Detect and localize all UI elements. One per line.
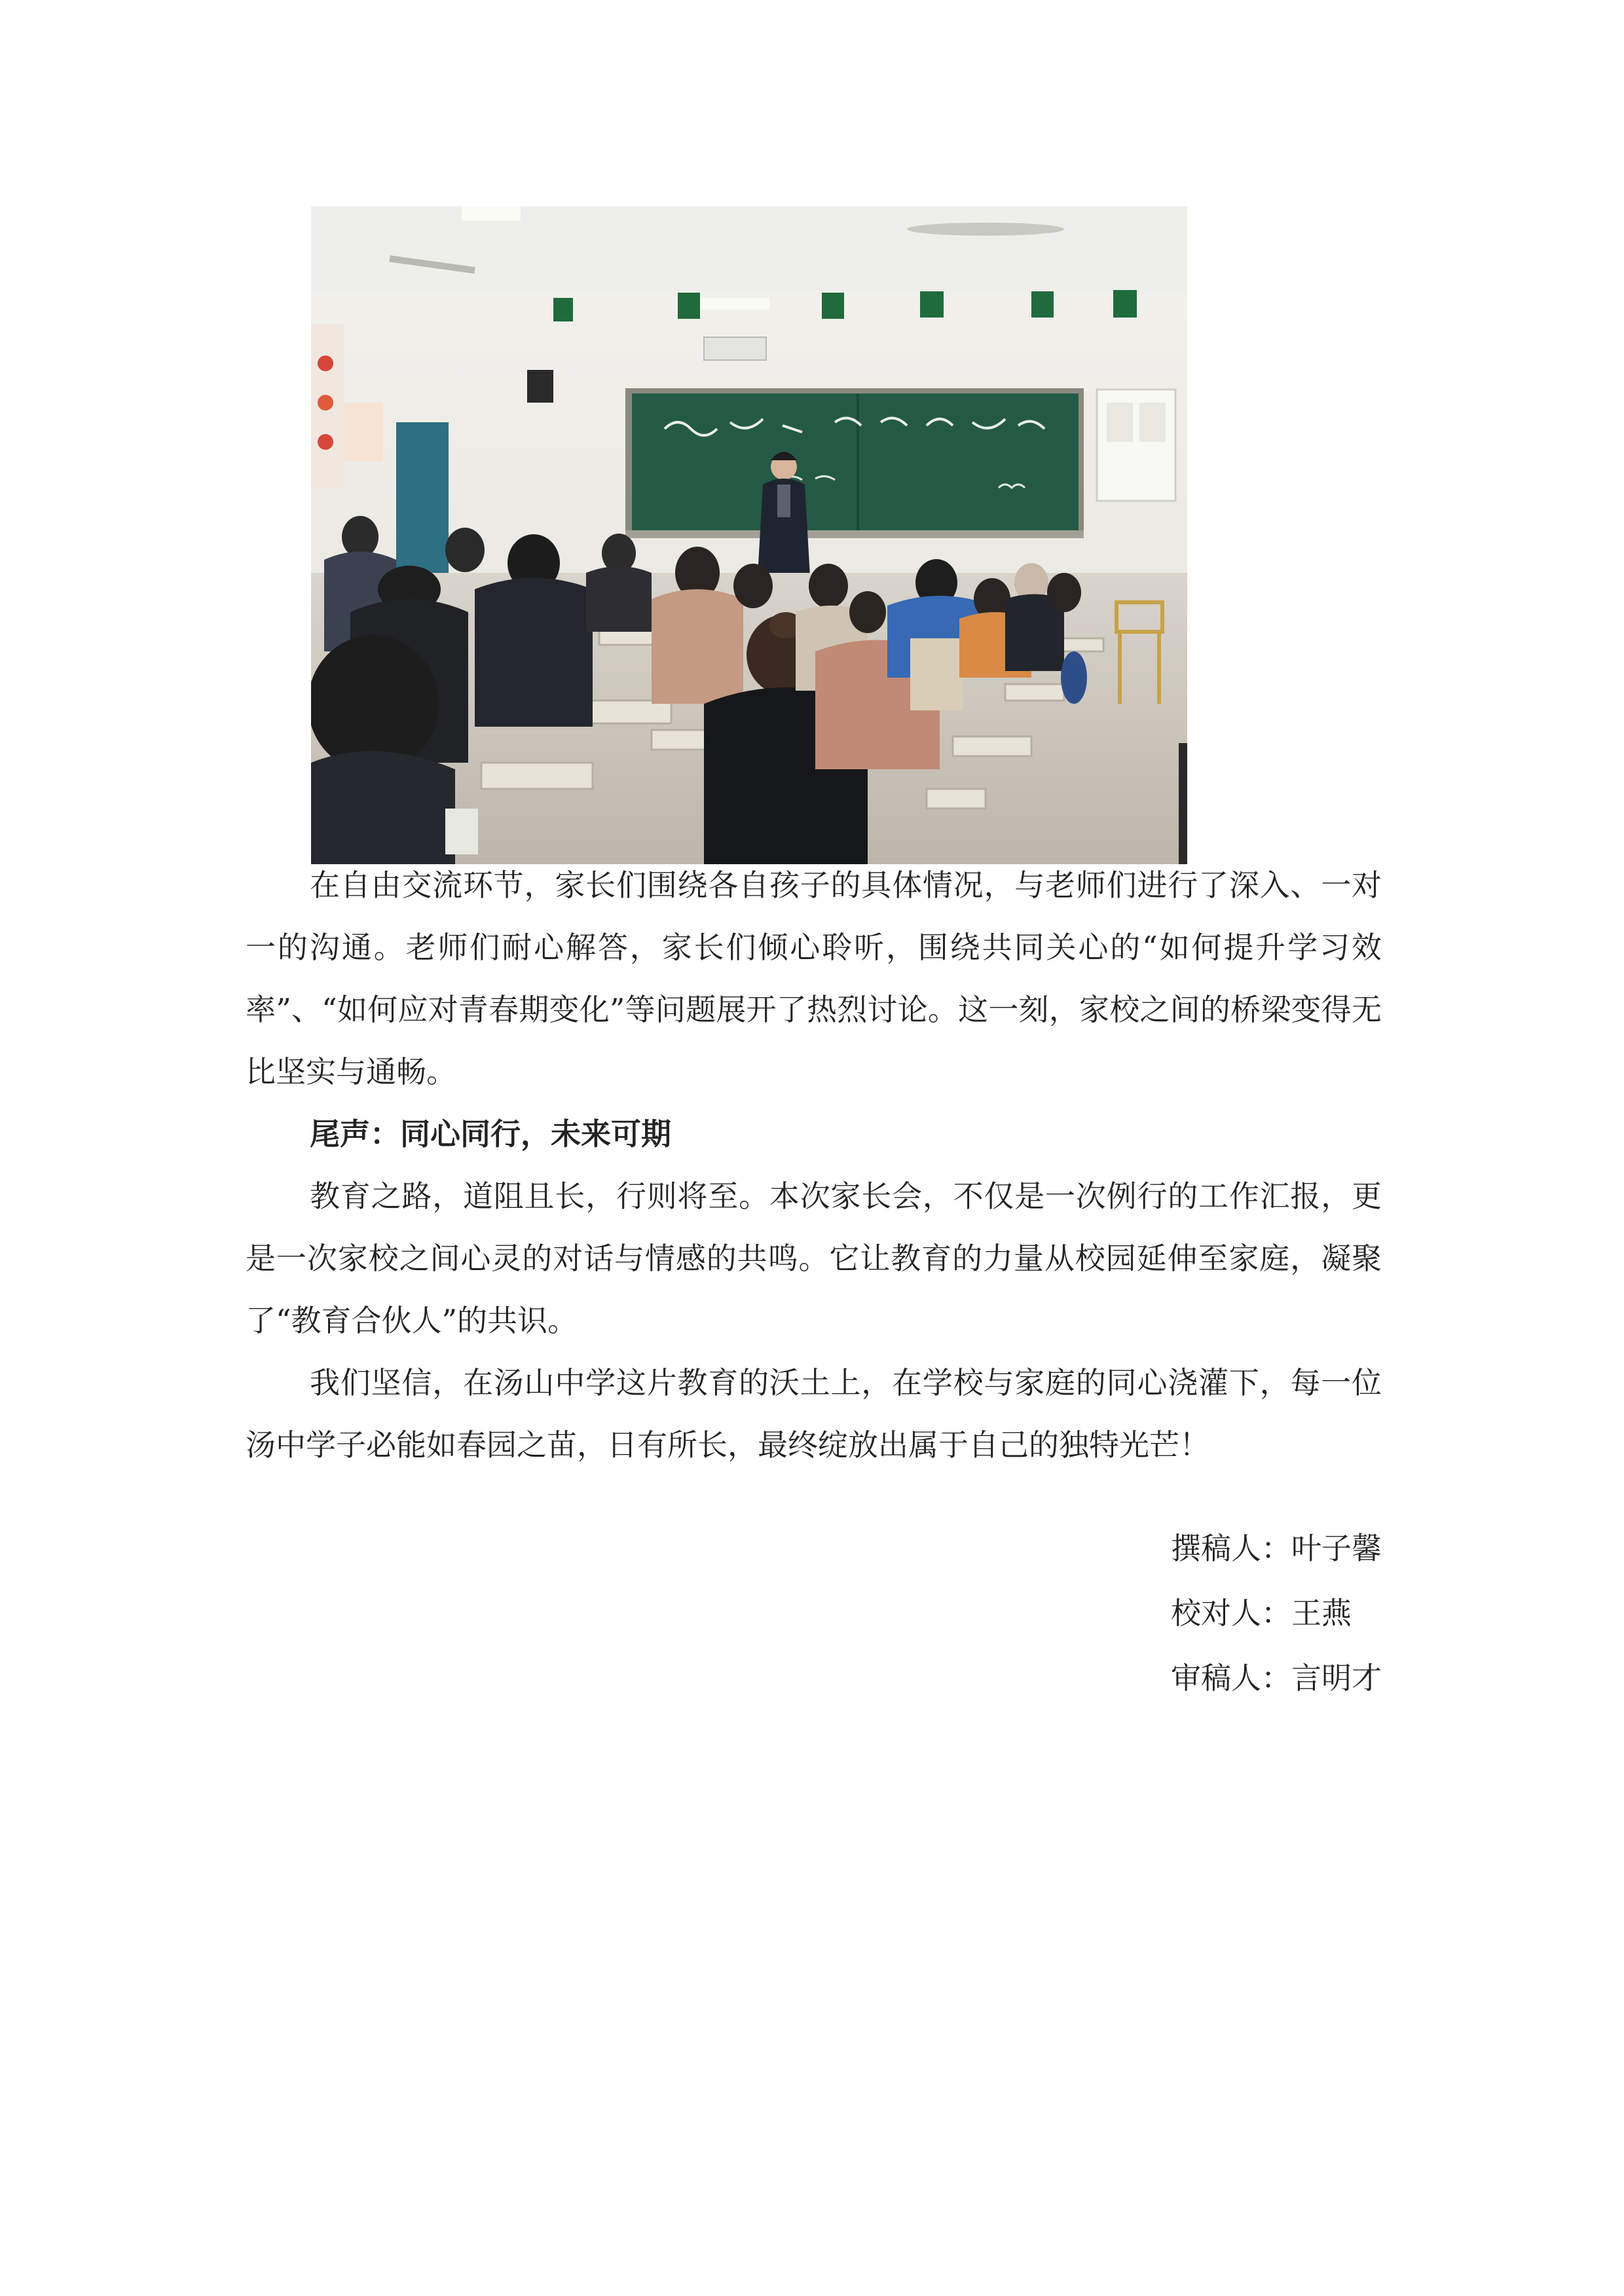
paragraph-education-road: 教育之路，道阻且长，行则将至。本次家长会，不仅是一次例行的工作汇报，更是一次家校之间心灵的对话与情感的共鸣。它让教育的力量从校园延伸至家庭，凝聚了“教育合伙人”的共识。	[246, 1178, 1382, 1338]
classroom-photo	[311, 206, 1187, 864]
classroom-photo-illustration	[311, 206, 1187, 864]
credit-reviewer: 审稿人：言明才	[1171, 1660, 1382, 1696]
paragraph-belief: 我们坚信，在汤山中学这片教育的沃土上，在学校与家庭的同心浇灌下，每一位汤中学子必能如春园之苗，日有所长，最终绽放出属于自己的独特光芒！	[246, 1365, 1382, 1463]
credit-author: 撰稿人：叶子馨	[1171, 1531, 1382, 1566]
credits-block	[1171, 1516, 1382, 1711]
blackboard	[625, 388, 1084, 538]
credit-proofreader: 校对人：王燕	[1171, 1595, 1352, 1631]
section-heading-text: 尾声：同心同行，未来可期	[310, 1116, 671, 1152]
paragraph-free-exchange: 在自由交流环节，家长们围绕各自孩子的具体情况，与老师们进行了深入、一对一的沟通。老师们耐心解答，家长们倾心聆听，围绕共同关心的“如何提升学习效率”、“如何应对青春期变化”等问题展开了热烈讨论。这一刻，家校之间的桥梁变得无比坚实与通畅。	[246, 867, 1382, 1089]
section-heading	[246, 1103, 1382, 1165]
